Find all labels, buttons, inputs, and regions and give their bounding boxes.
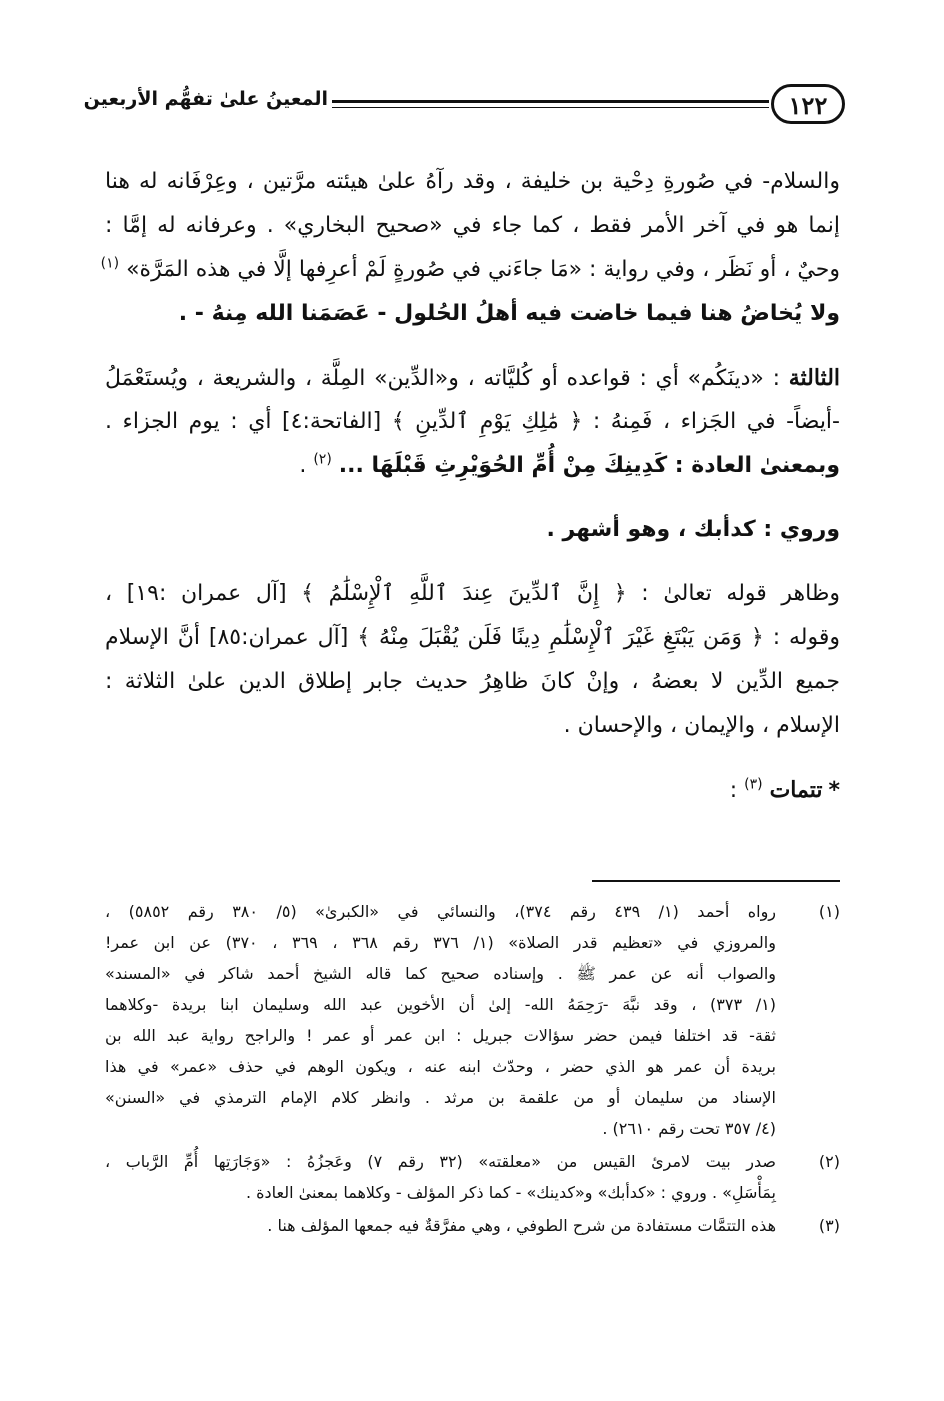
footnote-line: بريدة أن عمر هو الذي حضر ، وحدّث ابنه عنه ، ويكون الوهم في حذف «عمر» في هذا — [105, 1057, 776, 1076]
spacer — [105, 748, 840, 768]
footnote-line: بِمَأْسَلِ» . وروي : «كدأبك» و«كدينك» - كما ذكر المؤلف - وكلاهما بمعنىٰ العادة . — [245, 1183, 776, 1202]
footnote-line: والمروزي في «تعظيم قدر الصلاة» (١/ ٣٧٦ رقم ٣٦٨ ، ٣٦٩ ، ٣٧٠) عن ابن عمر! — [105, 933, 776, 952]
page-header — [83, 78, 845, 134]
page-number: ١٢٢ — [771, 84, 845, 124]
paragraph-line: -أيضاً- في الجَزاء ، فَمِنهُ : ﴿ مَٰلِكِ يَوْمِ ٱلدِّينِ ﴾ [الفاتحة:٤] أي : يوم الجزاء . — [105, 409, 840, 434]
star-icon: * — [828, 778, 840, 803]
footnote-separator — [592, 880, 840, 882]
paragraph-text: : «دينَكُم» أي : قواعده أو كُليَّاته ، و«الدِّين» المِلَّة ، والشريعة ، ويُستَعْمَلُ — [105, 366, 780, 391]
paragraph-line: والسلام- في صُورةِ دِحْية بن خليفة ، وقد رآهُ علىٰ هيئته مرَّتين ، وعِرْفَانه له هنا — [105, 169, 840, 194]
footnote-item — [105, 1210, 840, 1241]
colon: : — [729, 778, 738, 803]
footnote-line: (١/ ٣٧٣) ، وقد نبَّهَ -رَحِمَهُ الله- إلىٰ أن الأخوين عبد الله وسليمان ابنا بريدة -وكلاهما — [105, 995, 776, 1014]
footnote-line: (٤/ ٣٥٧ تحت رقم ٢٦١٠) . — [602, 1119, 776, 1138]
paragraph-line: جميع الدِّين لا بعضهُ ، وإنْ كانَ ظاهِرُ حديث جابر إطلاق الدين علىٰ الثلاثة : — [105, 669, 840, 694]
header-rule — [332, 100, 769, 103]
footnote-number: (٢) — [818, 1152, 840, 1171]
footnote-number: (١) — [818, 902, 840, 921]
book-title: المعينُ علىٰ تفهُّم الأربعين — [83, 88, 328, 110]
footnote-line: والصواب أنه عن عمر ﷺ . وإسناده صحيح كما قاله الشيخ أحمد شاكر في «المسند» — [105, 964, 776, 983]
footnote-number: (٣) — [818, 1216, 840, 1235]
paragraph-line: وروي : كدأبك ، وهو أشهر . — [546, 517, 840, 542]
paragraph-line — [100, 248, 840, 292]
footnote-item — [105, 896, 840, 1144]
paragraph-line: وظاهر قوله تعالىٰ : ﴿ إِنَّ ٱلدِّينَ عِندَ ٱللَّهِ ٱلْإِسْلَٰمُ ﴾ [آل عمران :١٩] ، — [105, 581, 840, 606]
footnotes — [105, 896, 840, 1243]
spacer — [105, 336, 840, 356]
main-text — [100, 160, 841, 812]
section-heading: الثالثة — [788, 365, 841, 391]
footnote-ref[interactable]: (٣) — [744, 776, 763, 793]
section-line — [105, 768, 840, 812]
footnote-ref[interactable]: (١) — [100, 255, 120, 272]
footnote-line: هذه التتمَّات مستفادة من شرح الطوفي ، وهي مفرَّقةٌ فيه جمعها المؤلف هنا . — [267, 1216, 776, 1235]
footnote-line: الإسناد من سليمان أو من علقمة بن مرثد . وانظر كلام الإمام الترمذي في «السنن» — [105, 1088, 776, 1107]
paragraph-line — [105, 356, 840, 400]
paragraph-line: إنما هو في آخر الأمر فقط ، كما جاء في «صحيح البخاري» . وعرفانه له إمَّا : — [105, 213, 840, 238]
footnote-ref[interactable]: (٢) — [313, 451, 332, 468]
footnote-line: ثقة- قد اختلفا فيمن حضر سؤالات جبريل : ابن عمر أو عمر ! والراجح رواية عبد الله بن — [105, 1026, 776, 1045]
footnote-line: صدر بيت لامرئ القيس من «معلقته» (٣٢ رقم ٧) وعَجزُهُ : «وَجَارَتِها أُمِّ الرَّباب ، — [105, 1152, 776, 1171]
paragraph-text: وحيٌ ، أو نَظَر ، وفي رواية : «مَا جاءَني في صُورةٍ لَمْ أعرِفها إلَّا في هذه المَرَّة» — [126, 257, 840, 282]
spacer — [105, 488, 840, 508]
header-rule-thin — [332, 107, 769, 108]
spacer — [105, 552, 840, 572]
paragraph-line: وقوله : ﴿ وَمَن يَبْتَغِ غَيْرَ ٱلْإِسْلَٰمِ دِينًا فَلَن يُقْبَلَ مِنْهُ ﴾ [آل عمران:٨٥] أنَّ الإسلام — [105, 625, 840, 650]
footnote-line: رواه أحمد (١/ ٤٣٩ رقم ٣٧٤)، والنسائي في «الكبرىٰ» (٥/ ٣٨٠ رقم ٥٨٥٢) ، — [105, 902, 777, 921]
paragraph-line: ولا يُخاضُ هنا فيما خاضت فيه أهلُ الحُلول - عَصَمَنا الله مِنهُ - . — [178, 301, 840, 326]
verse-line: وبمعنىٰ العادة : كَدِينِكَ مِنْ أُمِّ الحُوَيْرِثِ قَبْلَهَا ... $^{(٢)}$ . — [299, 451, 840, 478]
section-heading: تتمات — [769, 777, 823, 803]
poetry-text: وبمعنىٰ العادة : كَدِينِكَ مِنْ أُمِّ الحُوَيْرِثِ قَبْلَهَا ... — [338, 453, 840, 478]
paragraph-line: الإسلام ، والإيمان ، والإحسان . — [563, 713, 840, 738]
footnote-item — [105, 1146, 840, 1208]
